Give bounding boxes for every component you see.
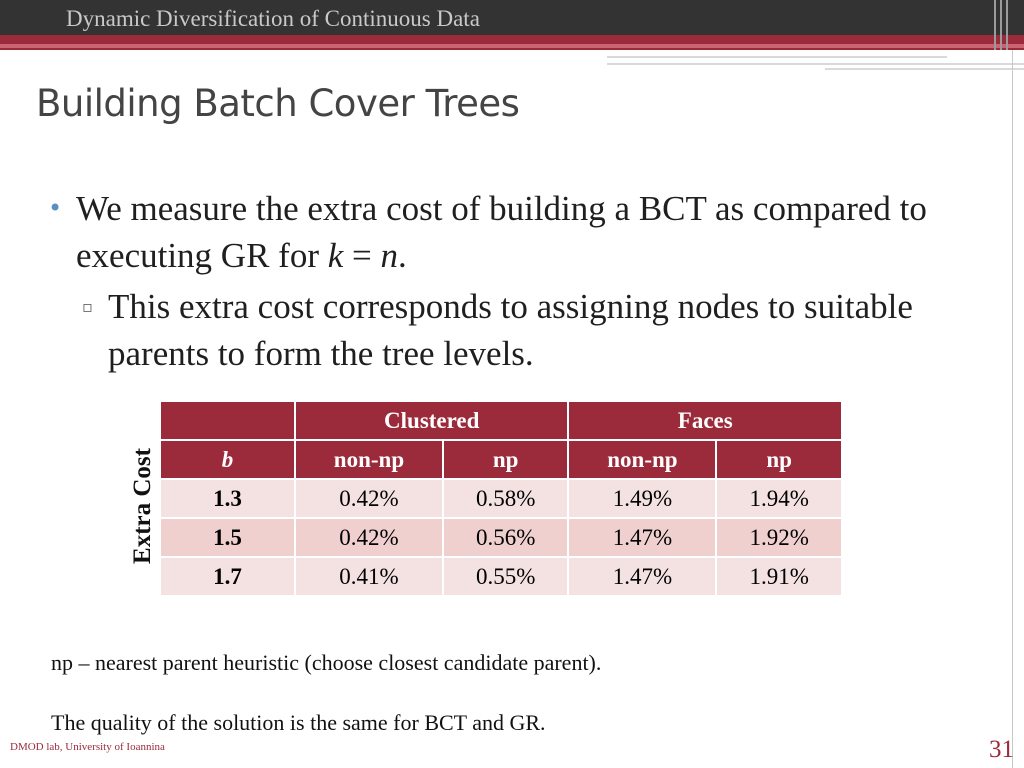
bullet-dot-icon: •: [48, 194, 63, 222]
table-header-cell: b: [160, 440, 295, 479]
sub-bullet-text: This extra cost corresponds to assigning nodes to suitable parents to form the tree levels.: [108, 287, 913, 373]
decor-vbar: [1000, 0, 1002, 50]
table-cell: 0.58%: [443, 479, 569, 518]
table-header-cell: non-np: [568, 440, 716, 479]
table-side-label: Extra Cost: [129, 448, 156, 564]
table-group-header: Faces: [568, 401, 842, 440]
slide-title: Building Batch Cover Trees: [36, 82, 520, 125]
table-header-cell: non-np: [295, 440, 443, 479]
page-number: 31: [989, 736, 1014, 763]
results-table: [159, 400, 843, 597]
table-cell: 1.47%: [568, 557, 716, 596]
table-row: [160, 518, 842, 557]
table-corner-cell: [160, 401, 295, 440]
bullet-item-2: [82, 283, 932, 377]
table-row: [160, 479, 842, 518]
header-bar: [0, 0, 1024, 35]
table-row-label: 1.3: [160, 479, 295, 518]
table-row-label: 1.7: [160, 557, 295, 596]
bullet-text: We measure the extra cost of building a BCT as compared to executing GR for k = n.: [76, 189, 927, 275]
table-header-cell: np: [443, 440, 569, 479]
table-cell: 0.42%: [295, 479, 443, 518]
table-cell: 0.41%: [295, 557, 443, 596]
table-cell: 0.42%: [295, 518, 443, 557]
decor-stripe: [825, 68, 1024, 70]
table-cell: 1.92%: [716, 518, 842, 557]
table-cell: 1.49%: [568, 479, 716, 518]
quality-note: The quality of the solution is the same for BCT and GR.: [51, 710, 546, 735]
decor-stripe: [607, 56, 947, 58]
bullet-item-1: [48, 185, 928, 279]
accent-bar-light: [0, 44, 1024, 48]
table-group-header: Clustered: [295, 401, 568, 440]
table-header-row: [160, 440, 842, 479]
decor-stripe: [607, 63, 1024, 65]
table-cell: 1.91%: [716, 557, 842, 596]
table-cell: 0.55%: [443, 557, 569, 596]
header-title: Dynamic Diversification of Continuous Data: [66, 6, 480, 31]
table-row: [160, 557, 842, 596]
table-cell: 1.94%: [716, 479, 842, 518]
footer-affiliation: DMOD lab, University of Ioannina: [10, 741, 165, 753]
table-group-header-row: [160, 401, 842, 440]
table-row-label: 1.5: [160, 518, 295, 557]
np-definition-note: np – nearest parent heuristic (choose closest candidate parent).: [51, 650, 602, 675]
square-bullet-icon: ▫: [82, 297, 93, 316]
table-cell: 0.56%: [443, 518, 569, 557]
decor-vbar: [1006, 0, 1008, 50]
decor-vbar: [994, 0, 996, 50]
table-header-cell: np: [716, 440, 842, 479]
decor-rule: [1012, 50, 1013, 768]
table-cell: 1.47%: [568, 518, 716, 557]
